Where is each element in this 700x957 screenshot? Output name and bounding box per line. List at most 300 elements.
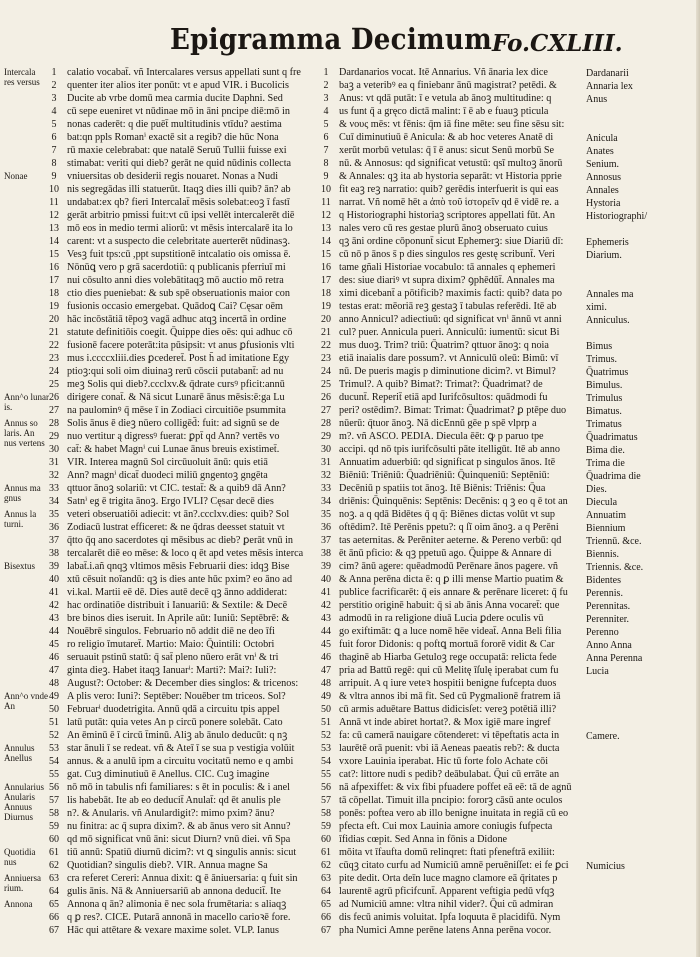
- line-text: dirigere conat̄. & Nā sicut Lunarē ānus mēsis:ē:ga Lu: [67, 392, 285, 403]
- margin-gloss: Annus la turni.: [4, 509, 37, 529]
- line-number: 65: [321, 899, 331, 910]
- text-line: [316, 378, 616, 391]
- line-number: 61: [321, 847, 331, 858]
- line-text: Biēniū: Triēniū: Q̄uadriēniū: Q̄uinqueniū: Septēniū:: [339, 470, 550, 481]
- margin-gloss: Ephemeris: [586, 237, 629, 248]
- line-number: 19: [321, 301, 331, 312]
- line-number: 44: [49, 626, 59, 637]
- text-line: [316, 547, 616, 560]
- line-number: 6: [51, 132, 57, 143]
- line-text: quenter iter alios iter ponūt: vt e apud VIR. i Bucolicis: [67, 80, 289, 91]
- margin-gloss: ximi.: [586, 302, 607, 313]
- text-line: [316, 560, 616, 573]
- margin-gloss: Diarium.: [586, 250, 622, 261]
- text-line: [316, 391, 616, 404]
- margin-gloss: Senium.: [586, 159, 620, 170]
- line-number: 57: [49, 795, 59, 806]
- text-line: [316, 703, 616, 716]
- line-text: tiū annū: Spatiū diurnū dicim?: vt ꝗ singulis annis: sicut: [67, 847, 297, 858]
- margin-gloss: Trimulus: [586, 393, 623, 404]
- line-text: cra referet Cereri: Annua dixit: ꝗ ē āniuersaria: q fuit sin: [67, 873, 298, 884]
- line-number: 10: [321, 184, 331, 195]
- line-text: fuit foror Didonis: q poftꝗ mortuā fororē vidit & Car: [339, 639, 555, 650]
- text-line: [316, 677, 616, 690]
- line-number: 45: [49, 639, 59, 650]
- text-line: [44, 781, 316, 794]
- line-number: 10: [49, 184, 59, 195]
- text-line: [44, 430, 316, 443]
- line-text: q ꝑ res?. CICE. Putarā annonā in macello carioꝛē fore.: [67, 912, 291, 923]
- text-line: [316, 469, 616, 482]
- text-line: [44, 118, 316, 131]
- line-text: driēnis: Q̄uinquēnis: Septēnis: Decēnis: q ꝫ eo q ē tot an: [339, 496, 568, 507]
- line-number: 55: [49, 769, 59, 780]
- line-number: 3: [323, 93, 329, 104]
- text-line: [316, 924, 616, 937]
- text-column-right: [316, 66, 616, 937]
- line-text: ginta dieꝫ. Habet itaqꝫ Ianuarⁱ: Marti?: Mai?: Iuli?:: [67, 665, 277, 676]
- text-line: [44, 625, 316, 638]
- line-number: 20: [321, 314, 331, 325]
- text-line: [316, 443, 616, 456]
- line-text: Dardanarios vocat. Itē Annarius. Vñ ānaria lex dice: [339, 67, 548, 78]
- line-text: na paulominꝰ q̄ mēse ī in Zodiaci circuitiōe psummita: [67, 405, 286, 416]
- line-text: nā afpexiffet: & vix fibi pfuadere poffet eā eē: tā de agnū: [339, 782, 572, 793]
- line-number: 13: [321, 223, 331, 234]
- line-text: gat. Cuꝫ diminutiuū ē Anellus. CIC. Cuꝫ imagine: [67, 769, 270, 780]
- text-line: [44, 482, 316, 495]
- text-line: [316, 79, 616, 92]
- line-number: 43: [321, 613, 331, 624]
- line-number: 22: [49, 340, 59, 351]
- line-text: bre binos dies iseruit. In Aprile aūt: Iuniū: Septēbrē: &: [67, 613, 290, 624]
- line-number: 67: [321, 925, 331, 936]
- margin-gloss: Annaria lex: [586, 81, 633, 92]
- line-text: perstitio originē habuit: q̄ si ab ānis Anna vocaret̄: que: [339, 600, 560, 611]
- line-text: vxore Lauinia iperabat. Hic tū forte folo Achate cōi: [339, 756, 549, 767]
- text-line: [44, 742, 316, 755]
- line-text: star ānuli ī se redeat. vñ & Ateī ī se sua p vestigia volūit: [67, 743, 295, 754]
- margin-gloss: Q̄uadrimatus: [586, 432, 638, 443]
- line-text: Februarⁱ duodetrigita. Annū qdā a circuitu tpis appel: [67, 704, 280, 715]
- text-line: [316, 287, 616, 300]
- text-line: [44, 391, 316, 404]
- line-number: 12: [321, 210, 331, 221]
- text-line: [44, 352, 316, 365]
- line-number: 42: [49, 600, 59, 611]
- line-text: rū maxie celebrabat: que natalē Seruū Tullii fuisse exi: [67, 145, 287, 156]
- line-number: 66: [321, 912, 331, 923]
- line-text: dis fecū animis voluitat. Ipfa loquuta ē placidifū. Nym: [339, 912, 561, 923]
- line-text: nui cōsulto anni dies volebātitaqꝫ mō auctio mō retra: [67, 275, 284, 286]
- line-text: undabat:ex qb? fieri Intercalat̄ mēsis solebat:eoꝫ ī fastī: [67, 197, 290, 208]
- text-line: [316, 599, 616, 612]
- line-number: 52: [49, 730, 59, 741]
- line-text: mus i.ccccxliii.dies ꝑcederet̄. Post h̄ ad imitatione Egy: [67, 353, 290, 364]
- text-line: [44, 365, 316, 378]
- line-number: 46: [321, 652, 331, 663]
- text-line: [44, 456, 316, 469]
- line-number: 44: [321, 626, 331, 637]
- text-line: [316, 846, 616, 859]
- text-line: [316, 352, 616, 365]
- line-number: 14: [321, 236, 331, 247]
- line-text: laurentē agrū pficifcunt̄. Apparent veftigia pedū vfqꝫ: [339, 886, 555, 897]
- line-number: 46: [49, 652, 59, 663]
- line-number: 12: [49, 210, 59, 221]
- text-line: [44, 547, 316, 560]
- line-number: 37: [321, 535, 331, 546]
- line-text: q̄tto q̄q ano sacerdotes qi mēsibus ac dieb? ꝑerāt vnū in: [67, 535, 294, 546]
- text-line: [44, 924, 316, 937]
- line-text: nū. & Annosus: qd significat vetustū: qsī multoꝫ ānorū: [339, 158, 563, 169]
- line-text: nis segregādas illi statuerūt. Itaqꝫ dies illi quib? ān? ab: [67, 184, 291, 195]
- line-number: 25: [321, 379, 331, 390]
- text-line: [316, 66, 616, 79]
- line-text: Solis ānus ē dieꝫ nūero colligēd̄: fuit: ad signū se de: [67, 418, 280, 429]
- line-text: cū sepe eueniret vt nūdinae mō in āni pncipe diē:mō in: [67, 106, 290, 117]
- text-line: [316, 638, 616, 651]
- margin-gloss: Anus: [586, 94, 608, 105]
- text-line: [316, 118, 616, 131]
- margin-gloss: Bimulus.: [586, 380, 623, 391]
- text-line: [316, 872, 616, 885]
- text-line: [316, 495, 616, 508]
- line-text: go exiftimāt: ꝗ a luce nomē hēe videat̄. Anna Beli filia: [339, 626, 562, 637]
- text-line: [44, 677, 316, 690]
- text-line: [44, 417, 316, 430]
- line-number: 60: [321, 834, 331, 845]
- line-number: 49: [321, 691, 331, 702]
- text-line: [44, 599, 316, 612]
- line-text: seruauit pstinū statū: q̄ sat̄ pleno nūero erāt vnⁱ & tri: [67, 652, 279, 663]
- line-text: cat?: littore nudi s pedib? deābulabat. Q̄ui cū errāte an: [339, 769, 560, 780]
- line-text: & vltra annos ibi mā fit. Sed cū Pygmalionē fratrem iā: [339, 691, 561, 702]
- line-number: 62: [49, 860, 59, 871]
- line-number: 40: [49, 574, 59, 585]
- margin-gloss: Camere.: [586, 731, 620, 742]
- line-number: 65: [49, 899, 59, 910]
- line-number: 51: [321, 717, 331, 728]
- margin-gloss: Bidentes: [586, 575, 621, 586]
- text-line: [316, 183, 616, 196]
- text-line: [44, 508, 316, 521]
- line-number: 50: [321, 704, 331, 715]
- line-number: 17: [49, 275, 59, 286]
- text-line: [316, 326, 616, 339]
- line-text: Hāc qui attētare & vexare maxime solet. VLP. Ianus: [67, 925, 279, 936]
- line-number: 8: [51, 158, 57, 169]
- text-line: [44, 560, 316, 573]
- text-line: [316, 209, 616, 222]
- text-line: [44, 859, 316, 872]
- line-number: 5: [51, 119, 57, 130]
- margin-gloss: Perenniter.: [586, 614, 630, 625]
- line-number: 31: [321, 457, 331, 468]
- line-number: 6: [323, 132, 329, 143]
- line-text: An ēminū ē ī circū t̄minū. Aliꝫ ab ānulo deducūt: q nꝫ: [67, 730, 288, 741]
- line-text: cū armis aduētare Battus didicisſet: vereꝫ potētiā illi?: [339, 704, 557, 715]
- line-number: 28: [321, 418, 331, 429]
- line-number: 58: [49, 808, 59, 819]
- line-text: nu finitra: ac q̄ supra dixim?. & ab ānus vero sit Annu?: [67, 821, 291, 832]
- line-number: 49: [49, 691, 59, 702]
- line-number: 42: [321, 600, 331, 611]
- line-text: meꝫ Solis qui dieb?.ccclxv.& q̄drate cursꝰ pficit:annū: [67, 379, 285, 390]
- line-text: gerāt arbitrio pmissi fuit:vt cū ipsi vellēt intercalerēt diē: [67, 210, 295, 221]
- line-text: laurētē orā puenit: vbi iā Aeneas paeatis reb?: & ducta: [339, 743, 560, 754]
- line-number: 3: [51, 93, 57, 104]
- line-number: 57: [321, 795, 331, 806]
- text-line: [44, 885, 316, 898]
- text-line: [316, 521, 616, 534]
- text-line: [44, 196, 316, 209]
- text-line: [44, 326, 316, 339]
- margin-gloss: Bisextus: [4, 561, 36, 571]
- margin-gloss: Q̄uatrimus: [586, 367, 629, 378]
- line-text: Nōnūꝗ vero p grā sacerdotiū: q publicanis pferriuī mi: [67, 262, 286, 273]
- line-text: ro religio īmutaret̄. Martio: Maio: Q̄uintili: Octobri: [67, 639, 275, 650]
- text-line: [44, 183, 316, 196]
- line-number: 24: [49, 366, 59, 377]
- line-text: Cuī diminutiuū ē Anicula: & ab hoc veteres Anatē di: [339, 132, 554, 143]
- line-text: hāc incōstātiā tēpoꝫ vagā adhuc atqꝫ incertā in ordine: [67, 314, 287, 325]
- text-line: [44, 768, 316, 781]
- line-text: labat̄.i.añ qnqꝫ vltimos mēsis Februarii dies: idqꝫ Bise: [67, 561, 290, 572]
- text-line: [44, 66, 316, 79]
- text-line: [316, 508, 616, 521]
- line-text: nales vero cū res gestae plurū ānoꝫ obseruato cuius: [339, 223, 548, 234]
- line-number: 18: [321, 288, 331, 299]
- line-text: & νους mēs: vt fēnis: q̄m iā fine mēte: seu fine sēsu sit:: [339, 119, 565, 130]
- text-line: [316, 807, 616, 820]
- line-number: 9: [51, 171, 57, 182]
- line-text: VIR. Interea magnū Sol circūuoluit ānū: quis etiā: [67, 457, 268, 468]
- line-number: 35: [49, 509, 59, 520]
- line-number: 25: [49, 379, 59, 390]
- margin-gloss: Trimatus: [586, 419, 622, 430]
- text-line: [44, 573, 316, 586]
- line-number: 61: [49, 847, 59, 858]
- margin-gloss: Annosus: [586, 172, 622, 183]
- margin-gloss: Nonae: [4, 171, 28, 181]
- line-text: mus duoꝫ. Trim? triū: Q̄uatrim? qttuor ānoꝫ: q noia: [339, 340, 549, 351]
- margin-gloss: Annales: [586, 185, 619, 196]
- margin-gloss: Triennū. &ce.: [586, 536, 642, 547]
- text-line: [44, 807, 316, 820]
- line-text: nuo vertitur ą digressꝰ fuerat: ꝑpt̄ qd Ann? vertēs vo: [67, 431, 280, 442]
- line-text: tercalarēt diē eo mēse: & loco q ēt apd vetes mēsis interca: [67, 548, 304, 559]
- line-number: 55: [321, 769, 331, 780]
- line-number: 41: [321, 587, 331, 598]
- line-number: 11: [49, 197, 59, 208]
- text-line: [44, 79, 316, 92]
- text-line: [44, 820, 316, 833]
- line-text: ptioꝫ:qui soli oim diuinaꝫ rerū cōscii putabant̄: ad nu: [67, 366, 284, 377]
- line-text: ad Numiciū amne: vltra nihil vider?. Q̄ui cū admiran: [339, 899, 554, 910]
- margin-gloss: Trima die: [586, 458, 625, 469]
- line-number: 59: [321, 821, 331, 832]
- line-number: 58: [321, 808, 331, 819]
- line-text: m?. vñ ASCO. PEDIA. Diecula ēēt: ꝙ p paruo tpe: [339, 431, 544, 442]
- text-line: [316, 144, 616, 157]
- line-number: 15: [321, 249, 331, 260]
- text-line: [316, 417, 616, 430]
- line-text: anno Annicul? adiectiuū: qd significat vnⁱ ānnū vt anni: [339, 314, 562, 325]
- line-number: 7: [51, 145, 57, 156]
- line-text: gulis ānis. Nā & Anniuersariū ab annona deducit̄. Ite: [67, 886, 281, 897]
- line-text: thaginē ab Hiarba Getuloꝫ rege occupatā: relicta fede: [339, 652, 557, 663]
- text-line: [316, 339, 616, 352]
- line-number: 64: [321, 886, 331, 897]
- line-text: August?: October: & December dies singlos: & tricenos:: [67, 678, 299, 689]
- line-number: 56: [49, 782, 59, 793]
- line-number: 53: [321, 743, 331, 754]
- text-line: [44, 755, 316, 768]
- line-text: n?. & Anularis. vñ Anulardigit?: mimo pxim? ānu?: [67, 808, 275, 819]
- line-number: 21: [49, 327, 59, 338]
- text-line: [316, 404, 616, 417]
- text-line: [316, 430, 616, 443]
- text-line: [316, 92, 616, 105]
- line-text: pha Numici Amne perēne latens Anna perēna vocor.: [339, 925, 552, 936]
- margin-gloss: Ann^o lunar is.: [4, 392, 49, 412]
- line-number: 47: [49, 665, 59, 676]
- line-text: ximi dicebant̄ a pōtificib? maximis facti: quib? data po: [339, 288, 562, 299]
- margin-gloss: Intercala res versus: [4, 67, 40, 87]
- line-number: 29: [49, 431, 59, 442]
- line-text: cat̄: & habet Magnⁱ cui Lunae ānus breuis existimet̄.: [67, 444, 280, 455]
- margin-gloss: Dies.: [586, 484, 607, 495]
- line-number: 14: [49, 236, 59, 247]
- text-line: [316, 586, 616, 599]
- text-column-left: [44, 66, 316, 937]
- text-line: [316, 651, 616, 664]
- line-number: 27: [49, 405, 59, 416]
- line-text: veteri obseruatiōi adiecit: vt ān?.ccclxv.dies: quib? Sol: [67, 509, 290, 520]
- text-line: [316, 534, 616, 547]
- margin-gloss: Ann^o vnde An: [4, 691, 48, 711]
- margin-gloss: Q̄uadrima die: [586, 471, 641, 482]
- line-text: tas aeternitas. & Perēniter aeterne. & Pereno verbū: qd: [339, 535, 562, 546]
- line-text: accipi. qd nō tpis iurifcōsulti pāte itelligūt. Itē ab anno: [339, 444, 560, 455]
- text-line: [44, 339, 316, 352]
- text-line: [44, 872, 316, 885]
- line-number: 39: [321, 561, 331, 572]
- page-edge: [696, 0, 700, 957]
- line-text: Annuatim aduerbiū: qd significat p singulos ānos. Itē: [339, 457, 556, 468]
- line-number: 35: [321, 509, 331, 520]
- line-number: 43: [49, 613, 59, 624]
- text-line: [44, 209, 316, 222]
- line-text: xerūt morbū vetulas: q̄ ī ē anus: sicut Senū morbū Se: [339, 145, 555, 156]
- margin-gloss: Hystoria: [586, 198, 621, 209]
- line-number: 54: [49, 756, 59, 767]
- line-text: nonas caderēt: q die puēt̄ multitudinis vtīdu? aestima: [67, 119, 282, 130]
- line-text: lis habebāt. Ite ab eo deducit̄ Anulat̄: qd ēt anulis ple: [67, 795, 281, 806]
- margin-gloss: Numicius: [586, 861, 625, 872]
- line-number: 54: [321, 756, 331, 767]
- line-text: us funt q̄ a gręco dictā malint: ī ē ab e fuauꝫ pticula: [339, 106, 549, 117]
- line-text: calatio vocabat̄. vñ Intercalares versus appellati sunt q fre: [67, 67, 301, 78]
- line-number: 38: [49, 548, 59, 559]
- line-number: 28: [49, 418, 59, 429]
- line-text: oftēdim?. Itē Perēnis ppetu?: q ſī oim ānoꝫ. a q Perēni: [339, 522, 559, 533]
- margin-gloss: Annulus Anellus: [4, 743, 35, 763]
- text-line: [316, 664, 616, 677]
- line-number: 7: [323, 145, 329, 156]
- line-number: 9: [323, 171, 329, 182]
- line-text: Ann? magnⁱ dicat̄ duodeci miliū gngentoꝫ gngēta: [67, 470, 268, 481]
- margin-gloss: Annus so laris. An nus vertens: [4, 418, 45, 448]
- text-line: [316, 794, 616, 807]
- text-line: [316, 235, 616, 248]
- text-line: [44, 92, 316, 105]
- text-line: [316, 313, 616, 326]
- line-number: 53: [49, 743, 59, 754]
- text-line: [44, 846, 316, 859]
- line-text: cul? puer. Annicula pueri. Anniculū: iumentū: sicut Bi: [339, 327, 560, 338]
- line-text: pria ad Battū regē: qui cū Melitę īſulę iperabat cum fu: [339, 665, 559, 676]
- margin-gloss: Diecula: [586, 497, 618, 508]
- line-number: 63: [49, 873, 59, 884]
- line-text: Quotidian? singulis dieb?. VIR. Annua magne Sa: [67, 860, 268, 871]
- line-number: 32: [49, 470, 59, 481]
- line-number: 64: [49, 886, 59, 897]
- margin-gloss: Perenno: [586, 627, 619, 638]
- line-number: 38: [321, 548, 331, 559]
- text-line: [44, 469, 316, 482]
- text-line: [44, 378, 316, 391]
- line-text: tā cōpellat. Timuit illa pncipio: fororꝫ cāsū ante oculos: [339, 795, 563, 806]
- line-number: 40: [321, 574, 331, 585]
- text-line: [44, 521, 316, 534]
- text-line: [316, 261, 616, 274]
- text-line: [316, 781, 616, 794]
- text-line: [44, 664, 316, 677]
- text-line: [44, 716, 316, 729]
- line-number: 37: [49, 535, 59, 546]
- line-text: tame gñali Historiae vocabulo: tā annales q ephemeri: [339, 262, 556, 273]
- margin-gloss: Anniculus.: [586, 315, 630, 326]
- margin-gloss: Anno Anna: [586, 640, 632, 651]
- line-number: 5: [323, 119, 329, 130]
- line-text: ctio dies pueniebat: & sub spē obseruationis maior con: [67, 288, 290, 299]
- line-number: 17: [321, 275, 331, 286]
- text-line: [44, 651, 316, 664]
- text-line: [44, 898, 316, 911]
- text-line: [316, 131, 616, 144]
- text-line: [44, 157, 316, 170]
- text-line: [316, 755, 616, 768]
- text-line: [316, 170, 616, 183]
- margin-gloss: Bima die.: [586, 445, 625, 456]
- line-text: ēt ānū pficio: & qꝫ ppetuū ago. Q̄uippe & Annare di: [339, 548, 552, 559]
- line-number: 16: [321, 262, 331, 273]
- margin-gloss: Annus ma gnus: [4, 483, 41, 503]
- line-number: 27: [321, 405, 331, 416]
- line-number: 67: [49, 925, 59, 936]
- text-line: [316, 300, 616, 313]
- line-number: 29: [321, 431, 331, 442]
- text-line: [44, 131, 316, 144]
- line-number: 34: [321, 496, 331, 507]
- text-line: [44, 833, 316, 846]
- margin-gloss: Anicula: [586, 133, 618, 144]
- line-number: 36: [321, 522, 331, 533]
- line-number: 45: [321, 639, 331, 650]
- line-text: publice facrificarēt: q̄ eis annare & perēnare liceret: q̄ fu: [339, 587, 568, 598]
